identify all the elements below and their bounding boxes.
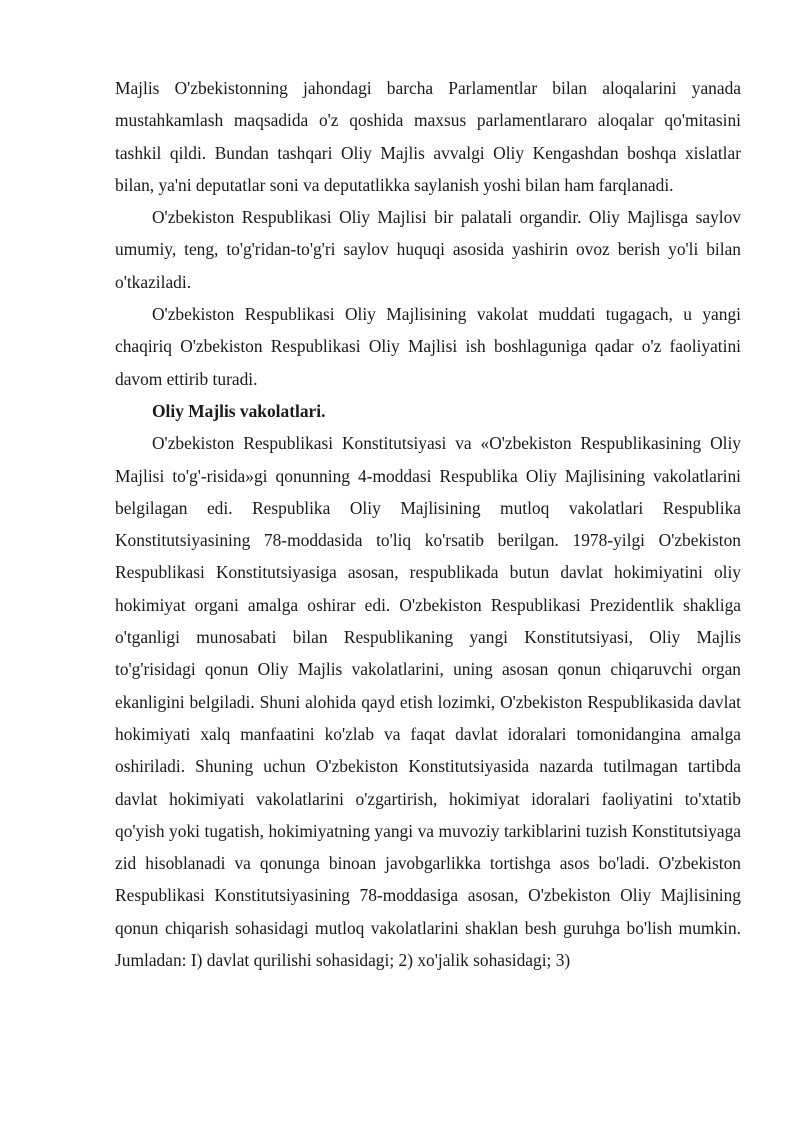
- paragraph-unicameral: O'zbekiston Respublikasi Oliy Majlisi bir palatali organdir. Oliy Majlisga saylov umumiy, teng, to'g'ridan-to'g'ri saylov huquqi asosida yashirin ovoz berish yo'li bilan o'tkaziladi.: [115, 207, 741, 292]
- paragraph-powers: O'zbekiston Respublikasi Konstitutsiyasi va «O'zbekiston Respublikasining Oliy Majlisi to'g'-risida»gi qonunning 4-moddasi Respublika Oliy Majlisining vakolatlarini belgilagan edi. Respublika Oliy Majlisining mutloq vakolatlari Respublika Konstitutsiyasining 78-moddasida to'liq ko'rsatib berilgan. 1978-yilgi O'zbekiston Respublikasi Konstitutsiyasiga asosan, respublikada butun davlat hokimiyatini oliy hokimiyat organi amalga oshirar edi. O'zbekiston Respublikasi Prezidentlik shakliga o'tganligi munosabati bilan Respublikaning yangi Konstitutsiyasi, Oliy Majlis to'g'risidagi qonun Oliy Majlis vakolatlarini, uning asosan qonun chiqaruvchi organ ekanligini belgiladi. Shuni alohida qayd etish lozimki, O'zbekiston Respublikasida davlat hokimiyati xalq manfaatini ko'zlab va faqat davlat idoralari tomonidangina amalga oshiriladi. Shuning uchun O'zbekiston Konstitutsiyasida nazarda tutilmagan tartibda davlat hokimiyati vakolatlarini o'zgartirish, hokimiyat idoralari faoliyatini to'xtatib qo'yish yoki tugatish, hokimiyatning yangi va muvoziy tarkiblarini tuzish Konstitutsiyaga zid hisoblanadi va qonunga binoan javobgarlikka tortishga asos bo'ladi. O'zbekiston Respublikasi Konstitutsiyasining 78-moddasiga asosan, O'zbekiston Oliy Majlisining qonun chiqarish sohasidagi mutloq vakolatlarini shaklan besh guruhga bo'lish mumkin. Jumladan: I) davlat qurilishi sohasidagi; 2) xo'jalik sohasidagi; 3): [115, 433, 741, 971]
- paragraph-term: O'zbekiston Respublikasi Oliy Majlisining vakolat muddati tugagach, u yangi chaqiriq O'zbekiston Respublikasi Oliy Majlisi ish boshlaguniga qadar o'z faoliyatini davom ettirib turadi.: [115, 304, 741, 389]
- section-heading: Oliy Majlis vakolatlari.: [152, 400, 326, 421]
- paragraph-continuation: Majlis O'zbekistonning jahondagi barcha Parlamentlar bilan aloqalarini yanada mustahkamlash maqsadida o'z qoshida maxsus parlamentlararo aloqalar qo'mitasini tashkil qildi. Bundan tashqari Oliy Majlis avvalgi Oliy Kengashdan boshqa xislatlar bilan, ya'ni deputatlar soni va deputatlikka saylanish yoshi bilan ham farqlanadi.: [115, 78, 741, 195]
- document-body: [115, 72, 741, 976]
